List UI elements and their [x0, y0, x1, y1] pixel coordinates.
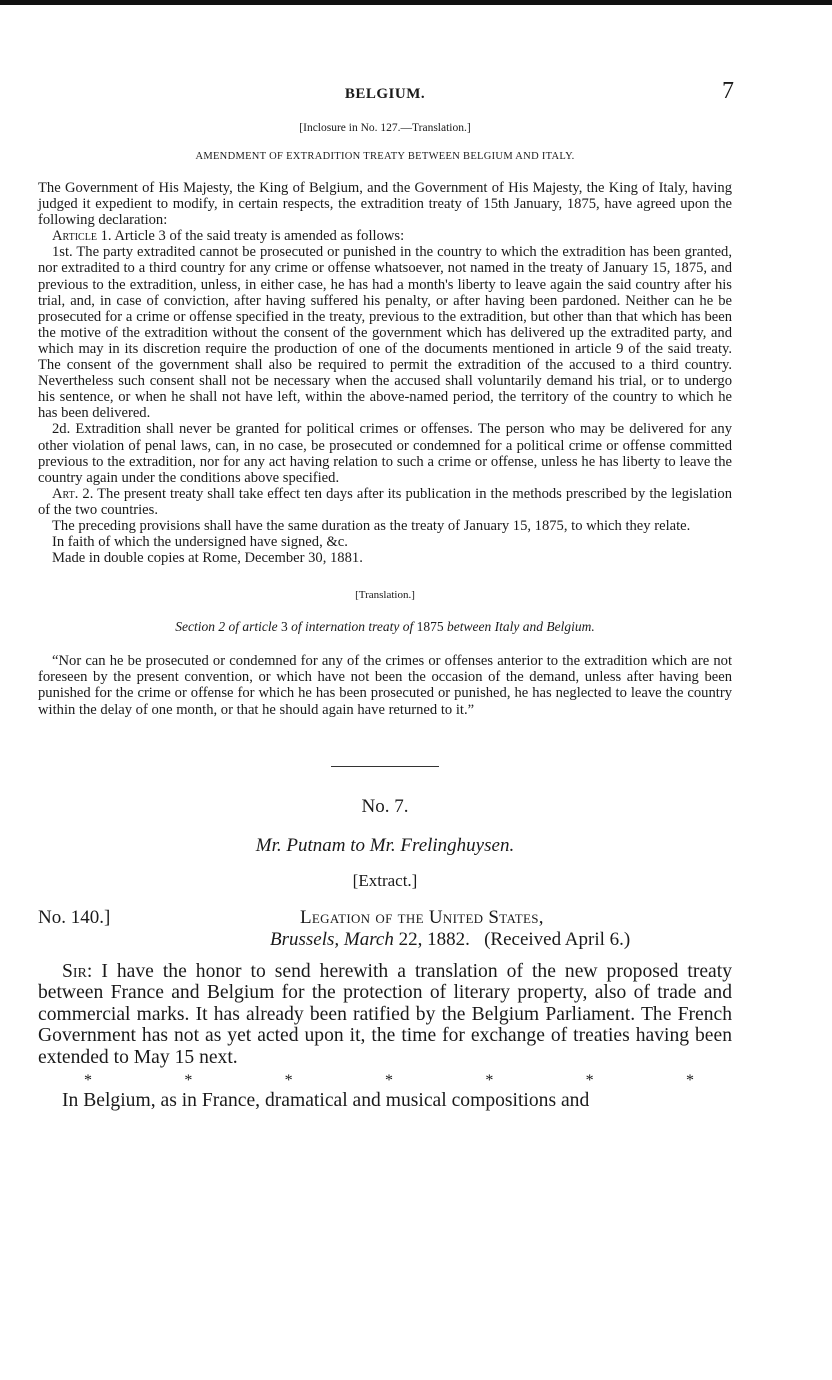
quoted-section — [38, 653, 732, 717]
section-heading-part: of article — [228, 619, 282, 635]
article-2-text: The present treaty shall take effect ten days after its publication in the methods prescribed by the legislation of the two countries. — [38, 485, 732, 518]
article-2 — [38, 486, 732, 518]
section-heading-part: of internation treaty of — [291, 619, 417, 635]
extract-label: [Extract.] — [352, 870, 418, 890]
dispatch-paragraph-1 — [38, 961, 732, 1069]
star: * — [184, 1072, 193, 1090]
star: * — [284, 1072, 293, 1090]
document-page — [38, 78, 732, 1112]
place: Brussels, March — [270, 928, 394, 950]
star: * — [585, 1072, 594, 1090]
place-date-line — [270, 929, 630, 951]
treaty-intro: The Government of His Majesty, the King of Belgium, and the Government of His Majesty, the King of Italy, having judged it expedient to modify, in certain respects, the extradition treaty of 15th January, 1875, have agreed upon the following declaration: — [38, 180, 732, 229]
dispatch-heading: Mr. Putnam to Mr. Frelinghuysen. — [255, 834, 515, 856]
section-heading-part: between Italy and Belgium. — [447, 619, 595, 635]
top-border — [0, 0, 832, 5]
star: * — [84, 1072, 92, 1090]
quote-text: “Nor can he be prosecuted or condemned for any of the crimes or offenses anterior to the extradition which are not foreseen by the present convention, or which have not been the occasion of the demand, unless after having been punished for the crime or offense for which he has been prosecuted or punished, he has neglected to leave the country within the delay of one month, or that he should again have returned to it.” — [38, 653, 732, 718]
dispatch-number: No. 7. — [361, 795, 409, 817]
page-number: 7 — [722, 78, 734, 104]
star: * — [384, 1072, 393, 1090]
article-2-label: Art. 2. — [52, 485, 94, 502]
section-divider — [331, 766, 439, 767]
received-note: (Received April 6.) — [469, 928, 631, 950]
salutation: Sir: — [62, 960, 93, 982]
made-clause: Made in double copies at Rome, December 30, 1881. — [52, 550, 363, 567]
article-1-text: Article 3 of the said treaty is amended as follows: — [111, 228, 405, 245]
clause-second: 2d. Extradition shall never be granted for political crimes or offenses. The person who may be delivered for any other violation of penal laws, can, in no case, be prosecuted or condemned for a political crime or offense committed previous to the extradition, nor for any act having relation to such a crime or offense, unless he has liberty to leave the country again under the conditions above specified. — [38, 421, 732, 486]
article-1-label: Article 1. — [52, 228, 112, 245]
doc-number: No. 140.] — [38, 906, 111, 928]
running-title: BELGIUM. — [344, 86, 426, 102]
section-heading-part: 3 — [281, 619, 292, 635]
section-heading-part: 1875 — [416, 619, 448, 635]
star: * — [485, 1072, 494, 1090]
article-1 — [38, 228, 732, 244]
duration-clause: The preceding provisions shall have the same duration as the treaty of January 15, 1875, to which they relate. — [52, 517, 691, 534]
date: 22, 1882. — [393, 928, 470, 950]
star: * — [685, 1072, 694, 1090]
treaty-text — [38, 180, 732, 566]
dispatch-body — [38, 961, 732, 1112]
paragraph-1-text: I have the honor to send herewith a translation of the new proposed treaty between France and Belgium for the protection of literary property, also of trade and commercial marks. It has already been ratified by the Belgium Parliament. The French Government has not as yet acted upon it, the time for exchange of treaties having been extended to May 15 next. — [38, 960, 732, 1068]
inclosure-note: [Inclosure in No. 127.—Translation.] — [299, 122, 471, 134]
faith-clause: In faith of which the undersigned have signed, &c. — [52, 534, 348, 551]
amendment-title: AMENDMENT OF EXTRADITION TREATY BETWEEN BELGIUM AND ITALY. — [195, 151, 575, 162]
translation-label: [Translation.] — [355, 589, 415, 602]
clause-first: 1st. The party extradited cannot be prosecuted or punished in the country to which the extradition has been granted, nor extradited to a third country for any crime or offense whatsoever, not named in the treaty of January 15, 1875, and previous to the extradition, unless, in either case, he has had a month's liberty to leave again the said country after his trial, and, in case of conviction, after having suffered his penalty, or after having been pardoned. Neither can he be prosecuted for a crime or offense specified in the treaty, previous to the extradition, but other than that which has been the motive of the extradition without the consent of the government which has delivered up the extradited party, and which may in its discretion require the production of one of the documents mentioned in article 9 of the said treaty. The consent of the government shall also be required to permit the extradition of the accused to a third country. Nevertheless such consent shall not be necessary when the accused shall voluntarily demand his trial, or to undergo his sentence, or when he shall not have left, within the above-named period, the territory of the country to which he has been delivered. — [38, 244, 732, 422]
dispatch-dateline — [38, 907, 732, 951]
running-header — [38, 78, 732, 108]
legation-line: Legation of the United States, — [300, 906, 544, 928]
section-heading-part: Section 2 — [175, 619, 229, 635]
dispatch-paragraph-2: In Belgium, as in France, dramatical and musical compositions and — [62, 1090, 590, 1112]
section-heading — [38, 619, 732, 635]
ellipsis-stars — [38, 1072, 732, 1090]
